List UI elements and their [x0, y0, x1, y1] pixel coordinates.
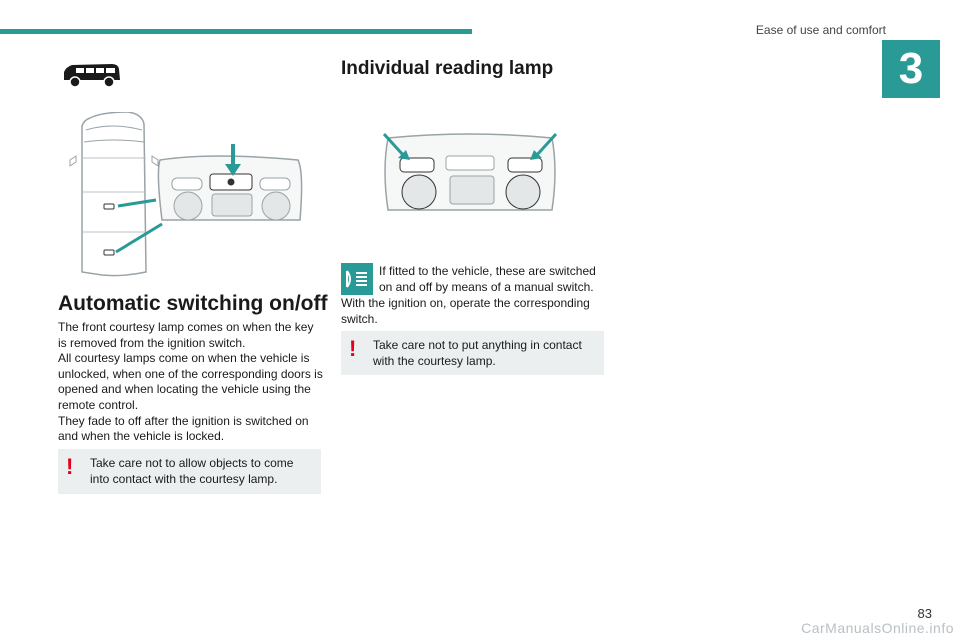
info-icon	[341, 263, 373, 295]
warning-box	[341, 331, 604, 375]
automatic-paragraph: The front courtesy lamp comes on when the key is removed from the ignition switch.	[58, 320, 314, 350]
warning-text: Take care not to allow objects to come into contact with the courtesy lamp.	[90, 456, 294, 486]
header-bar	[0, 29, 472, 34]
courtesy-lamp-figure	[62, 112, 312, 277]
chapter-number: 3	[882, 40, 940, 98]
van-icon	[60, 60, 122, 90]
section-title: Ease of use and comfort	[755, 23, 886, 37]
reading-lamp-figure	[380, 130, 560, 215]
warning-icon: !	[66, 454, 74, 479]
reading-heading: Individual reading lamp	[341, 58, 554, 79]
automatic-body	[58, 320, 324, 445]
page-number: 83	[917, 606, 932, 621]
watermark[interactable]: CarManualsOnline.info	[801, 620, 954, 636]
reading-info-text: If fitted to the vehicle, these are switched on and off by means of a manual switch.	[379, 264, 596, 294]
automatic-paragraph: All courtesy lamps come on when the vehicle is unlocked, when one of the corresponding doors is opened and when locating the vehicle using the remote control.	[58, 351, 323, 412]
automatic-paragraph: They fade to off after the ignition is switched on and when the vehicle is locked.	[58, 413, 309, 444]
reading-body-text: With the ignition on, operate the corresponding switch.	[341, 296, 590, 326]
warning-icon: !	[349, 336, 357, 361]
warning-box	[58, 449, 321, 494]
warning-text: Take care not to put anything in contact with the courtesy lamp.	[373, 338, 582, 368]
automatic-heading: Automatic switching on/off	[58, 292, 328, 315]
